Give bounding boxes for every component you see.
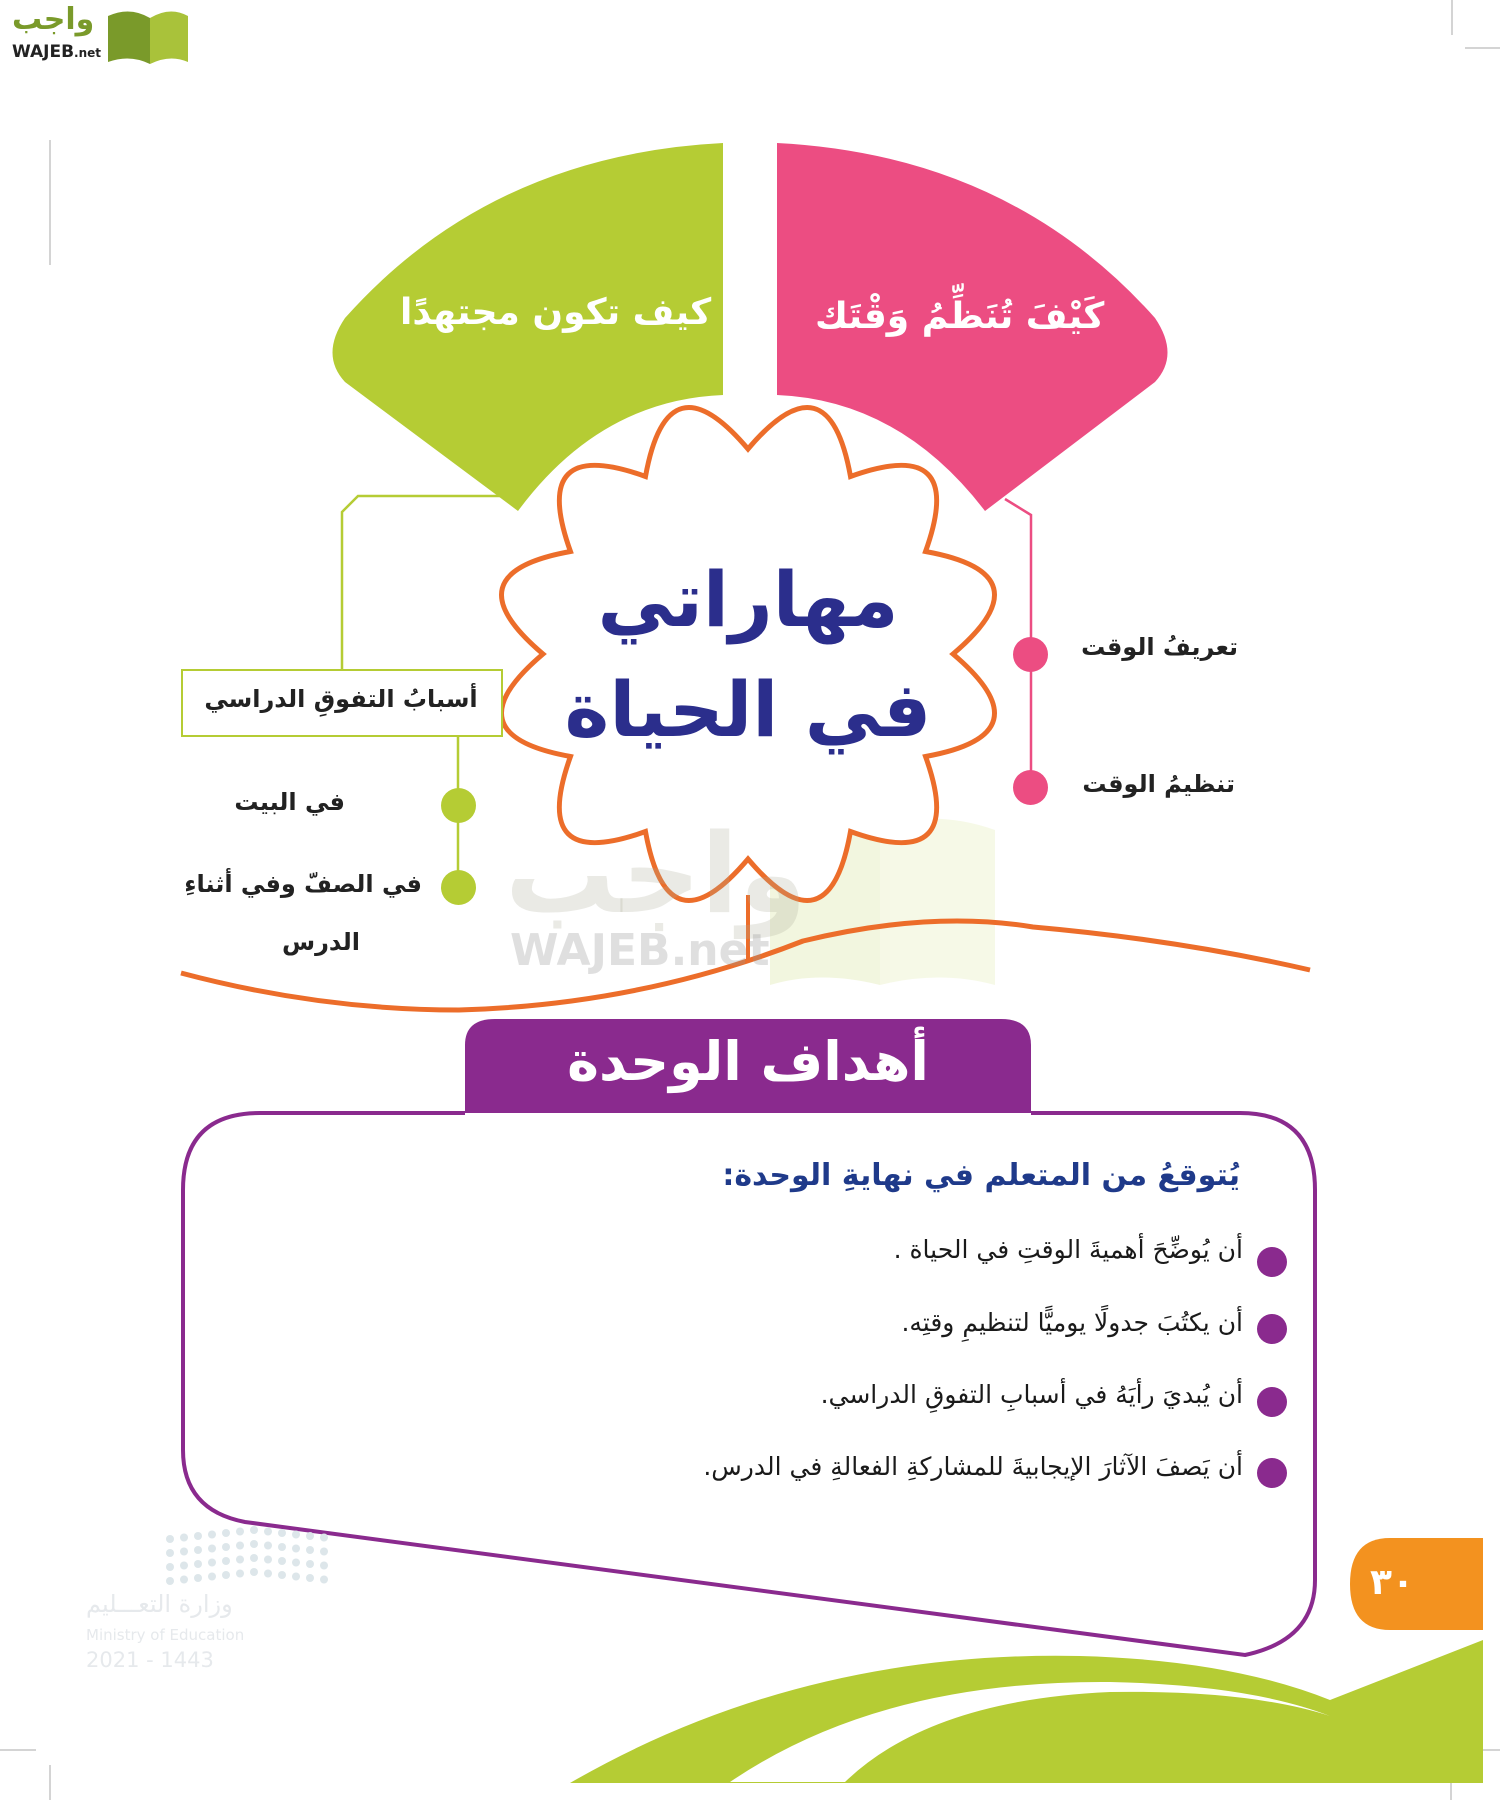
ministry-logo-dot: [278, 1543, 286, 1551]
objective-item: أن يُبديَ رأيَهُ في أسبابِ التفوقِ الدراسي.: [820, 1380, 1243, 1409]
ministry-logo-dot: [194, 1560, 202, 1568]
objective-item: أن يَصفَ الآثارَ الإيجابيةَ للمشاركةِ الفعالةِ في الدرس.: [703, 1452, 1243, 1481]
petal-left-label: كيف تكون مجتهدًا: [400, 292, 712, 333]
watermark-arabic: واجب: [505, 810, 807, 938]
center-title-line1: مهاراتي: [597, 555, 899, 644]
ministry-logo-dot: [222, 1557, 230, 1565]
ministry-logo-dot: [278, 1557, 286, 1565]
objectives-title: أهداف الوحدة: [567, 1030, 929, 1093]
ministry-logo-dot: [292, 1545, 300, 1553]
ministry-logo-dot: [222, 1543, 230, 1551]
ministry-logo-dot: [180, 1534, 188, 1542]
ministry-arabic: وزارة التعـــليم: [86, 1590, 233, 1618]
ministry-logo-dot: [306, 1532, 314, 1540]
ministry-logo-dot: [194, 1546, 202, 1554]
logo-arabic: واجب: [12, 2, 95, 37]
green-dot: [441, 788, 476, 823]
ministry-logo-dot: [236, 1542, 244, 1550]
ministry-logo-dot: [194, 1574, 202, 1582]
ministry-logo-dot: [236, 1556, 244, 1564]
ministry-logo-dot: [236, 1528, 244, 1536]
purple-bullet: [1257, 1314, 1287, 1344]
left-branch-box-label: أسبابُ التفوقِ الدراسي: [204, 685, 478, 713]
center-title-line2: في الحياة: [564, 665, 932, 754]
objective-item: أن يكتُبَ جدولًا يوميًّا لتنظيمِ وقتِه.: [901, 1308, 1243, 1337]
ministry-logo-dot: [320, 1534, 328, 1542]
ministry-logo-dot: [208, 1531, 216, 1539]
ministry-logo-dot: [208, 1545, 216, 1553]
purple-bullet: [1257, 1247, 1287, 1277]
ministry-logo-dot: [264, 1570, 272, 1578]
ministry-logo-dot: [236, 1570, 244, 1578]
ministry-logo-dot: [320, 1576, 328, 1584]
ministry-logo-dot: [180, 1576, 188, 1584]
ministry-english: Ministry of Education: [86, 1626, 245, 1644]
ministry-logo-dot: [250, 1540, 258, 1548]
ministry-logo-dot: [166, 1577, 174, 1585]
pink-dot: [1013, 770, 1048, 805]
ministry-logo-dot: [306, 1546, 314, 1554]
ministry-logo-dot: [208, 1559, 216, 1567]
logo-book-icon: [108, 11, 188, 64]
logo-latin: [12, 42, 101, 62]
watermark-latin: WAJEB.net: [510, 925, 770, 976]
left-branch-line: [342, 496, 505, 669]
ministry-logo-dot: [292, 1531, 300, 1539]
ministry-logo-dot: [264, 1542, 272, 1550]
ministry-logo-dot: [306, 1560, 314, 1568]
petal-right-label: كَيْفَ تُنَظِّمُ وَقْتَك: [815, 296, 1105, 337]
ministry-logo-dot: [166, 1549, 174, 1557]
ministry-logo-dot: [250, 1554, 258, 1562]
left-branch-item: الدرس: [281, 928, 360, 956]
ministry-logo-dot: [250, 1568, 258, 1576]
right-branch-item: تنظيمُ الوقت: [1082, 770, 1235, 798]
green-dot: [441, 870, 476, 905]
right-branch-item: تعريفُ الوقت: [1081, 633, 1238, 661]
ministry-logo-dot: [208, 1573, 216, 1581]
objective-item: أن يُوضِّحَ أهميةَ الوقتِ في الحياة .: [893, 1235, 1243, 1264]
pink-dot: [1013, 637, 1048, 672]
ministry-logo-dot: [222, 1529, 230, 1537]
left-branch-item: في الصفّ وفي أثناءِ: [184, 870, 422, 898]
ministry-logo-dot: [180, 1548, 188, 1556]
objectives-heading: يُتوقعُ من المتعلم في نهايةِ الوحدة:: [722, 1158, 1240, 1193]
left-branch-item: في البيت: [234, 788, 345, 816]
ministry-logo-dot: [264, 1528, 272, 1536]
ministry-logo-dot: [278, 1529, 286, 1537]
ministry-logo-dot: [320, 1562, 328, 1570]
ministry-logo-dot: [264, 1556, 272, 1564]
ministry-logo-dot: [320, 1548, 328, 1556]
page-number: ٣٠: [1370, 1562, 1414, 1603]
ministry-logo-icon: [166, 1526, 328, 1585]
ministry-logo-dot: [180, 1562, 188, 1570]
ministry-logo-dot: [306, 1574, 314, 1582]
ministry-logo-dot: [194, 1532, 202, 1540]
ministry-logo-dot: [278, 1571, 286, 1579]
ministry-logo-dot: [166, 1563, 174, 1571]
bottom-green-decoration: [570, 1640, 1483, 1783]
purple-bullet: [1257, 1458, 1287, 1488]
ministry-logo-dot: [250, 1526, 258, 1534]
ministry-logo-dot: [166, 1535, 174, 1543]
logo-suffix: .net: [74, 46, 102, 60]
purple-bullet: [1257, 1387, 1287, 1417]
ministry-logo-dot: [292, 1559, 300, 1567]
ministry-year: 2021 - 1443: [86, 1648, 214, 1672]
ministry-logo-dot: [292, 1573, 300, 1581]
ministry-logo-dot: [222, 1571, 230, 1579]
logo-latin-text: WAJEB: [12, 42, 75, 62]
